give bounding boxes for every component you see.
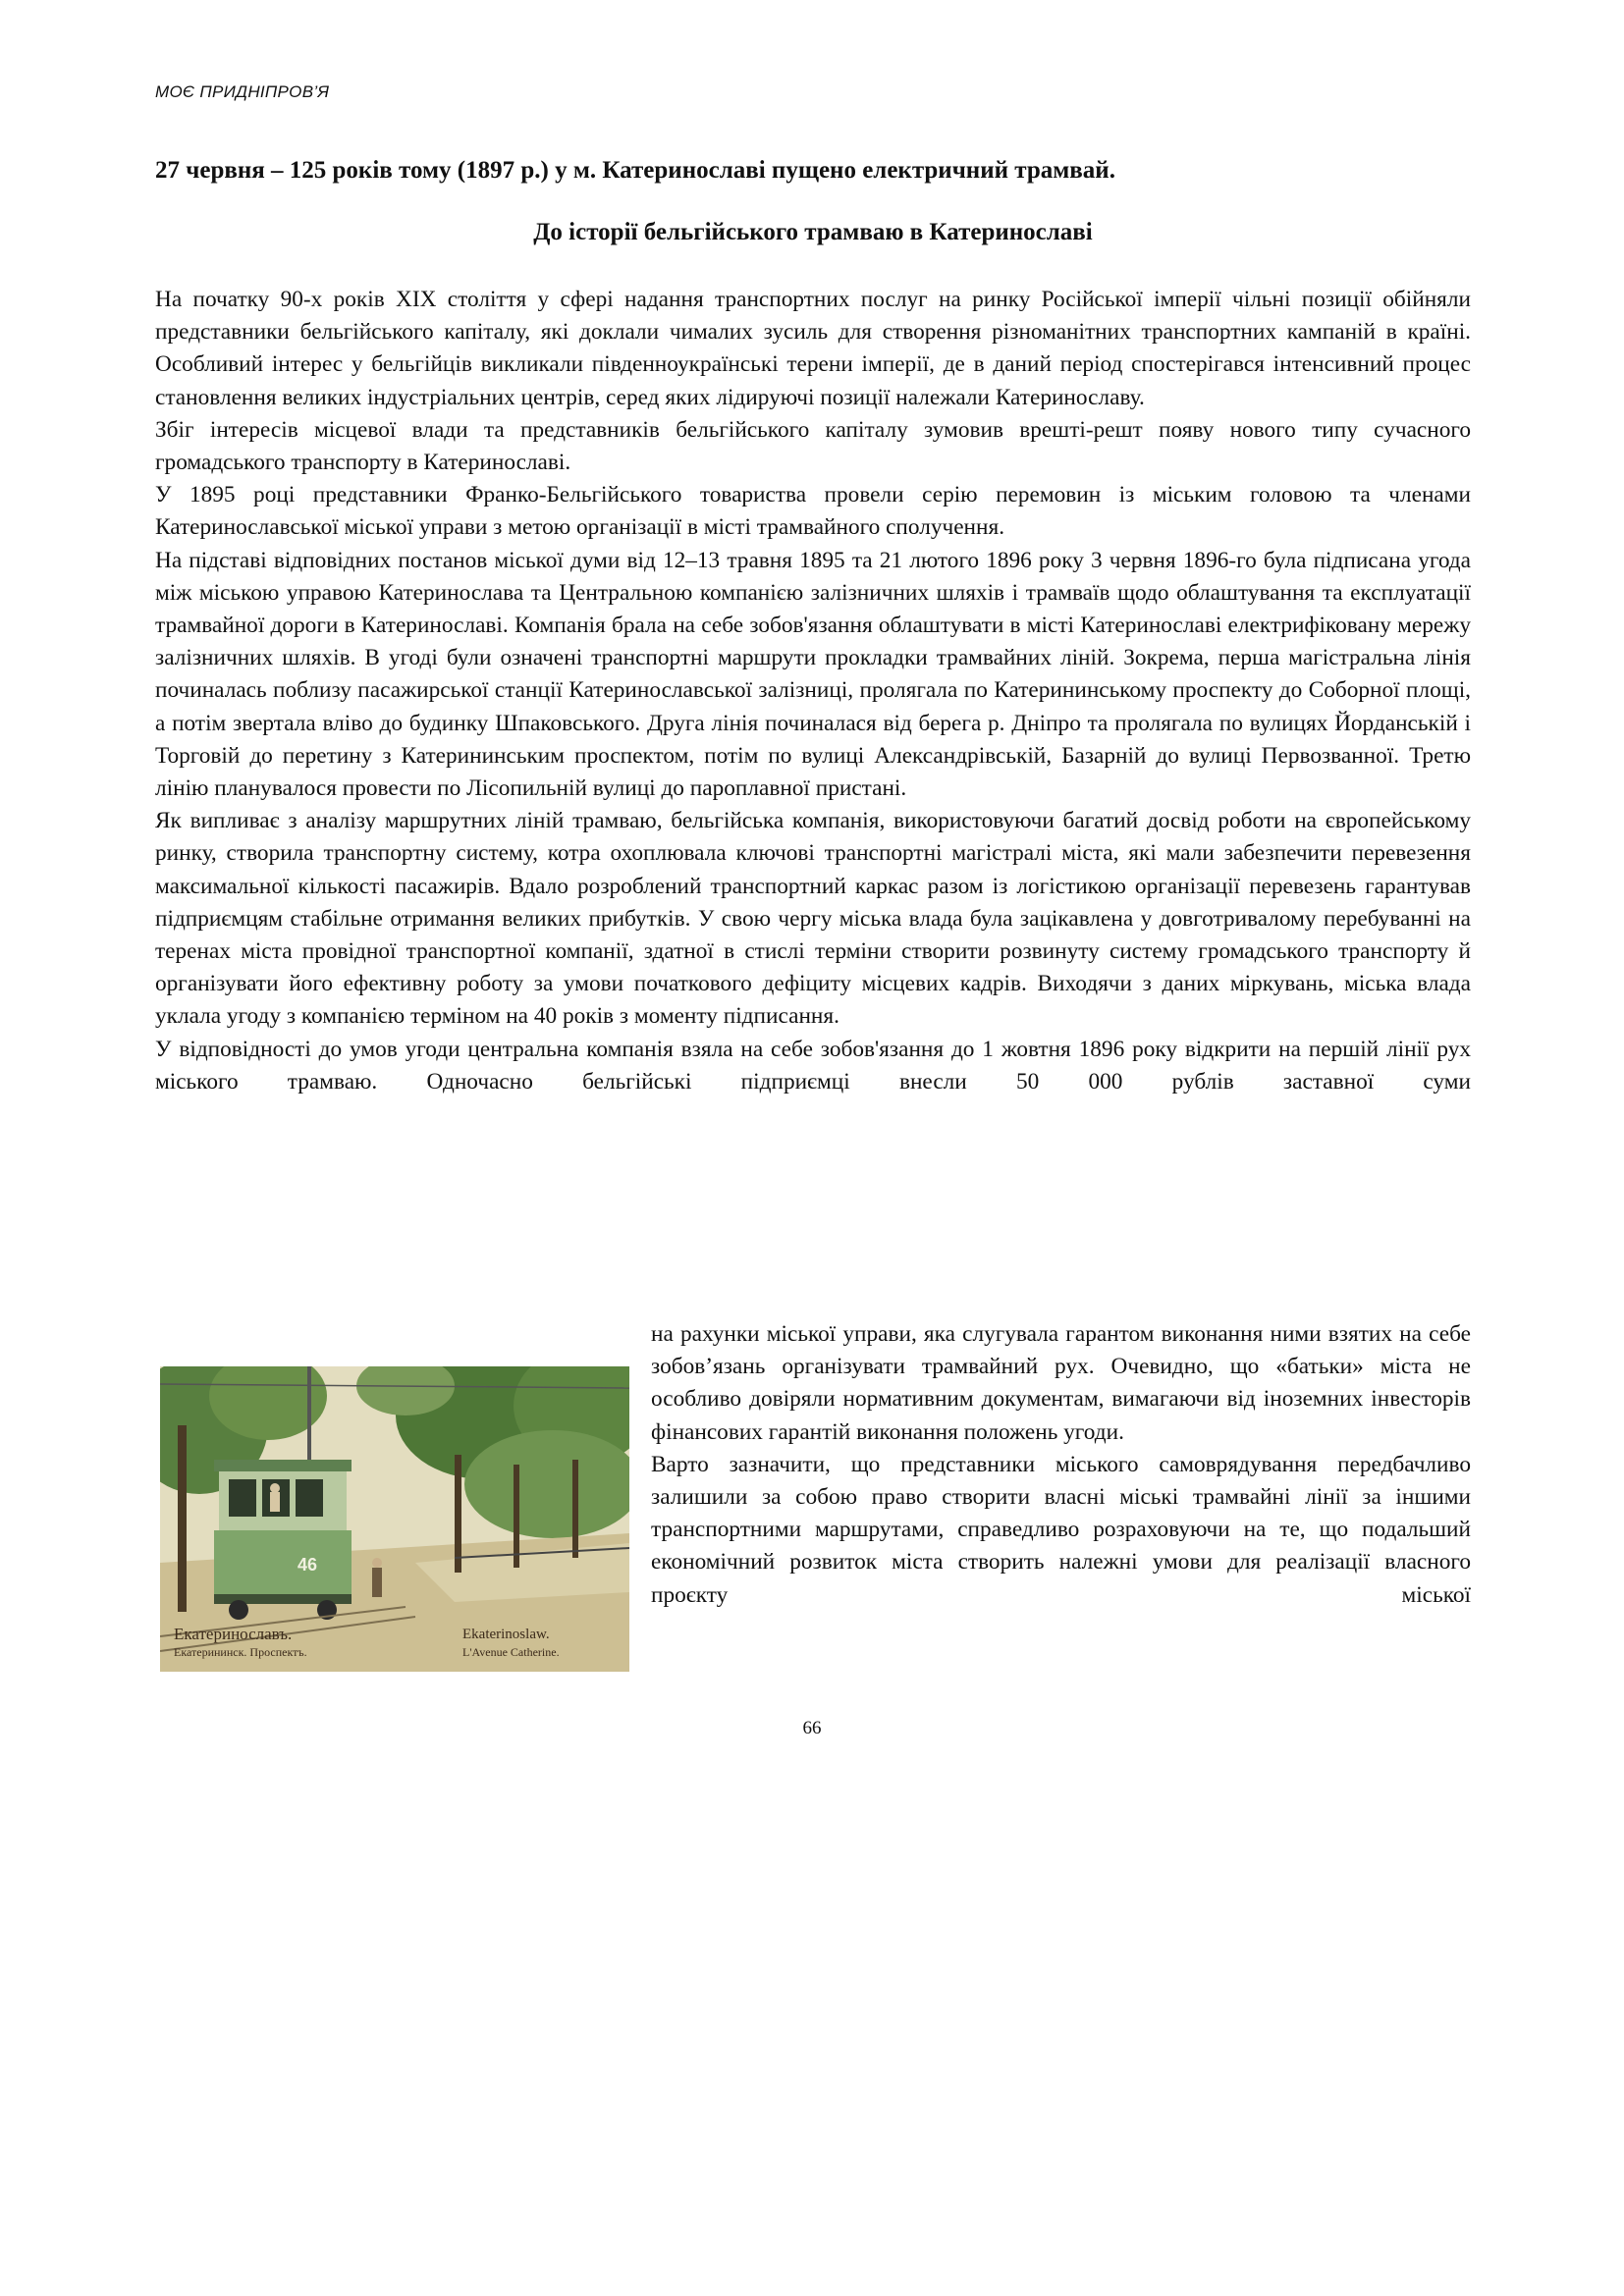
lead-line: 27 червня – 125 років тому (1897 р.) у м. Катеринославі пущено електричний трамвай. (155, 157, 1115, 184)
paragraph: Варто зазначити, що представники міського самоврядування передбачливо залишили за собою право створити власні міські трамвайні лінії за іншими транспортними маршрутами, справедливо розраховуючи на те, що подальший економічний розвиток міста створить належні умови для реалізації власного проєкту міської (651, 1451, 1471, 1608)
paragraph: У 1895 році представники Франко-Бельгійського товариства провели серію перемовин із міським головою та членами Катеринославської міської управи з метою організації в місті трамвайного сполучення. (155, 482, 1471, 541)
paragraph: Збіг інтересів місцевої влади та представників бельгійського капіталу зумовив врешті-решт появу нового типу сучасного громадського транспорту в Катеринославі. (155, 416, 1471, 476)
caption-city-latin: Ekaterinoslaw. (462, 1627, 550, 1642)
tree-trunk (572, 1460, 578, 1558)
tram-window (229, 1479, 256, 1517)
tram-window (296, 1479, 323, 1517)
tram-wheel (229, 1600, 248, 1620)
tram-body (214, 1530, 352, 1594)
caption-street-latin: L'Avenue Catherine. (462, 1645, 560, 1659)
page-number: 66 (802, 1718, 822, 1738)
pedestrian (372, 1568, 382, 1597)
tram-roof (214, 1460, 352, 1471)
tram-number: 46 (298, 1555, 318, 1575)
tree-trunk (514, 1465, 519, 1568)
caption-latin (462, 1626, 560, 1661)
caption-city: Екатеринославъ. (174, 1625, 293, 1643)
tree-trunk (178, 1425, 187, 1612)
article-title: До історії бельгійського трамваю в Катеринославі (533, 219, 1093, 245)
paragraph: Як випливає з аналізу маршрутних ліній трамваю, бельгійська компанія, використовуючи багатий досвід роботи на європейському ринку, створила транспортну систему, котра охоплювала ключові транспортні магістралі міста, які мали забезпечити перевезення максимальної кількості пасажирів. Вдало розроблений транспортний каркас разом із логістикою організації перевезень гарантував підприємцям стабільне отримання великих прибутків. У свою чергу міська влада була зацікавлена у довготривалому перебуванні на теренах міста провідної транспортної компанії, здатної в стислі терміни створити розвинуту систему громадського транспорту й організувати його ефективну роботу за умови початкового дефіциту місцевих кадрів. Виходячи з даних міркувань, міська влада уклала угоду з компанією терміном на 40 років з моменту підписання. (155, 808, 1471, 1030)
pedestrian-head (372, 1558, 382, 1568)
caption-street: Екатерининск. Проспектъ. (174, 1645, 307, 1659)
passenger-head (270, 1483, 280, 1493)
paragraph: На підставі відповідних постанов міської думи від 12–13 травня 1895 та 21 лютого 1896 року 3 червня 1896-го була підписана угода між міською управою Катеринослава та Центральною компанією залізничних шляхів і трамваїв щодо облаштування та експлуатації трамвайної дороги в Катеринославі. Компанія брала на себе зобов'язання облаштувати в місті Катеринославі електрифіковану мережу залізничних шляхів. В угоді були означені транспортні маршрути прокладки трамвайних ліній. Зокрема, перша магістральна лінія починалась поблизу пасажирської станції Катеринославської залізниці, пролягала по Катерининському проспекту до Соборної площі, а потім звертала вліво до будинку Шпаковського. Друга лінія починалася від берега р. Дніпро та пролягала по вулицях Йорданській і Торговій до перетину з Катерининським проспектом, потім по вулиці Александрівській, Базарній до вулиці Первозванної. Третю лінію планувалося провести по Лісопильній вулиці до пароплавної пристані. (155, 547, 1471, 802)
paragraph: на рахунки міської управи, яка слугувала гарантом виконання ними взятих на себе зобов’язань організувати трамвайний рух. Очевидно, що «батьки» міста не особливо довіряли нормативним документам, вимагаючи від іноземних інвесторів фінансових гарантій виконання положень угоди. (651, 1321, 1471, 1445)
article-body (155, 284, 1471, 1098)
passenger (270, 1492, 280, 1512)
tree-trunk (455, 1455, 461, 1573)
running-header: МОЄ ПРИДНІПРОВ’Я (155, 82, 330, 101)
wrapped-text (651, 1318, 1471, 1612)
paragraph: У відповідності до умов угоди центральна компанія взяла на себе зобов'язання до 1 жовтня 1896 року відкрити на першій лінії рух міського трамваю. Одночасно бельгійські підприємці внесли 50 000 рублів заставної суми (155, 1036, 1471, 1095)
caption-cyrillic (174, 1626, 307, 1661)
paragraph: На початку 90-х років XIX століття у сфері надання транспортних послуг на ринку Російської імперії чільні позиції обійняли представники бельгійського капіталу, які доклали чималих зусиль для створення різноманітних транспортних кампаній в країні. Особливий інтерес у бельгійців викликали південноукраїнські терени імперії, де в даний період спостерігався інтенсивний процес становлення великих індустріальних центрів, серед яких лідируючі позиції належали Катеринославу. (155, 287, 1471, 410)
tram-postcard-image (160, 1366, 629, 1672)
